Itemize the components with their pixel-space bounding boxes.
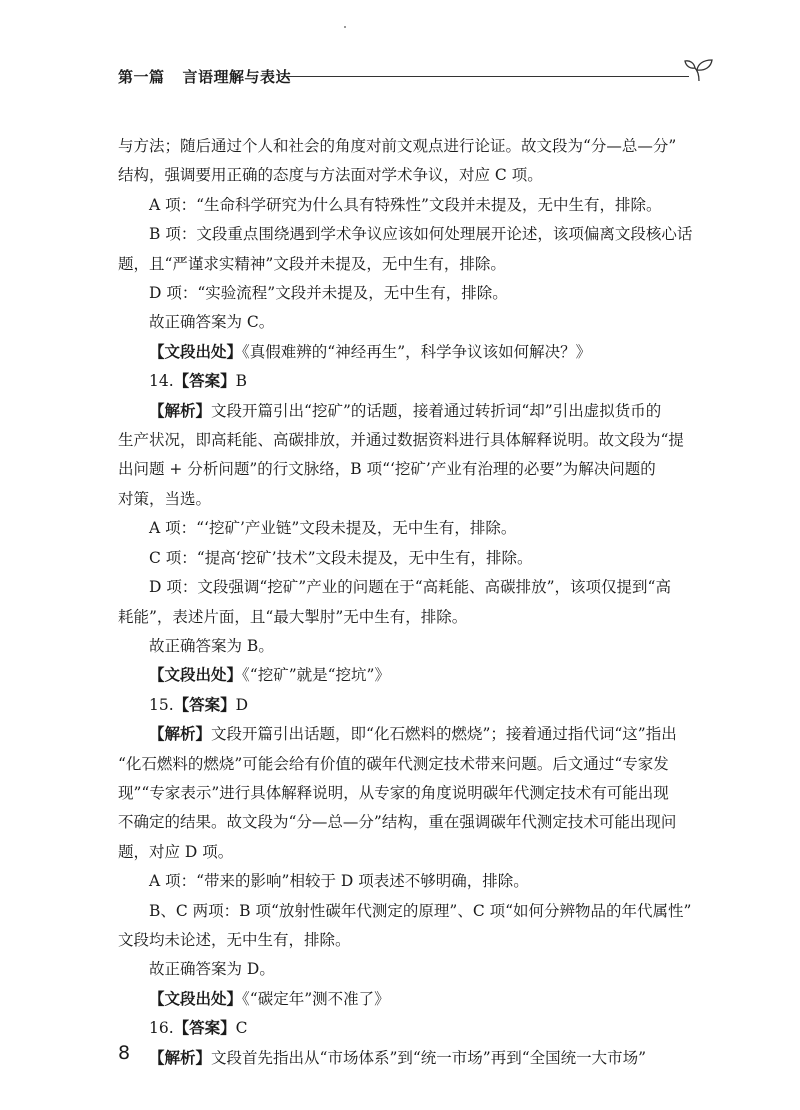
text-line: A 项：“‘挖矿’产业链”文段未提及，无中生有，排除。: [149, 519, 517, 538]
answer-value: C: [235, 1019, 248, 1038]
text-line: 文段开篇引出话题，即“化石燃料的燃烧”；接着通过指代词“这”指出: [211, 725, 677, 744]
paragraph: [118, 750, 702, 868]
source-tag: 【文段出处】: [149, 989, 243, 1008]
paragraph: [118, 926, 702, 955]
question-number: 16.: [149, 1019, 174, 1038]
source-line: [118, 661, 702, 690]
page-body: [118, 132, 702, 1073]
answer-tag: 【答案】: [173, 695, 236, 714]
text-line: 题，且“严谨求实精神”文段并未提及，无中生有，排除。: [118, 254, 506, 273]
page-number: 8: [118, 1042, 131, 1064]
source-title: 《“挖矿”就是“挖坑”》: [242, 666, 390, 685]
paragraph: [118, 867, 702, 896]
paragraph: [118, 897, 702, 926]
text-line: “化石燃料的燃烧”可能会给有价值的碳年代测定技术带来问题。后文通过“专家发: [118, 754, 669, 773]
text-line: A 项：“带来的影响”相较于 D 项表述不够明确，排除。: [149, 872, 529, 891]
header-part: 第一篇: [118, 68, 165, 86]
answer-line: [118, 1014, 702, 1043]
source-line: [118, 338, 702, 367]
text-line: 故正确答案为 C。: [149, 313, 275, 332]
answer-value: D: [235, 695, 249, 714]
text-line: 故正确答案为 D。: [149, 960, 275, 979]
question-number: 15.: [149, 695, 174, 714]
paragraph: [118, 955, 702, 984]
paragraph: [118, 191, 702, 220]
answer-value: B: [235, 372, 248, 391]
text-line: 与方法；随后通过个人和社会的角度对前文观点进行论证。故文段为“分—总—分”: [118, 137, 677, 155]
text-line: B 项：文段重点围绕遇到学术争议应该如何处理展开论述，该项偏离文段核心话: [149, 225, 693, 244]
paragraph: [118, 544, 702, 573]
text-line: 故正确答案为 B。: [149, 636, 274, 655]
paragraph: [118, 632, 702, 661]
text-line: 文段开篇引出“挖矿”的话题，接着通过转折词“却”引出虚拟货币的: [211, 401, 662, 420]
text-line: 题，对应 D 项。: [118, 842, 234, 861]
answer-line: [118, 367, 702, 396]
text-line: 不确定的结果。故文段为“分—总—分”结构，重在强调碳年代测定技术可能出现问: [118, 813, 677, 832]
paragraph: [118, 220, 702, 249]
paragraph: [118, 308, 702, 337]
sprout-icon: [684, 58, 714, 82]
answer-tag: 【答案】: [173, 1019, 236, 1038]
text-line: D 项：文段强调“挖矿”产业的问题在于“高耗能、高碳排放”，该项仅提到“高: [149, 578, 671, 597]
header-rule: [281, 76, 689, 77]
paragraph: [118, 603, 702, 632]
source-tag: 【文段出处】: [149, 666, 243, 685]
paragraph: [118, 279, 702, 308]
text-line: 现”“专家表示”进行具体解释说明，从专家的角度说明碳年代测定技术有可能出现: [118, 783, 669, 802]
scan-dot: [344, 26, 346, 28]
text-line: 对策，当选。: [118, 489, 212, 508]
text-line: B、C 两项：B 项“放射性碳年代测定的原理”、C 项“如何分辨物品的年代属性”: [149, 901, 692, 920]
text-line: 文段均未论述，无中生有，排除。: [118, 930, 351, 949]
source-tag: 【文段出处】: [149, 342, 243, 361]
paragraph: [118, 250, 702, 279]
header-text: [118, 66, 291, 87]
text-line: 耗能”，表述片面，且“最大掣肘”无中生有，排除。: [118, 607, 468, 626]
answer-line: [118, 691, 702, 720]
text-line: D 项：“实验流程”文段并未提及，无中生有，排除。: [149, 284, 508, 303]
header-title: 言语理解与表达: [182, 68, 292, 86]
analysis-line: [118, 397, 702, 426]
analysis-tag: 【解析】: [149, 401, 212, 420]
analysis-line: [118, 1044, 702, 1073]
text-line: A 项：“生命科学研究为什么具有特殊性”文段并未提及，无中生有，排除。: [149, 195, 662, 214]
analysis-line: [118, 720, 702, 749]
paragraph: [118, 514, 702, 543]
text-line: 生产状况，即高耗能、高碳排放，并通过数据资料进行具体解释说明。故文段为“提: [118, 431, 684, 450]
source-line: [118, 985, 702, 1014]
question-number: 14.: [149, 372, 174, 391]
analysis-tag: 【解析】: [149, 725, 212, 744]
running-header: [118, 56, 708, 86]
paragraph: [118, 573, 702, 602]
text-line: 出问题 + 分析问题”的行文脉络，B 项“‘挖矿’产业有治理的必要”为解决问题的: [118, 460, 656, 479]
source-title: 《“碳定年”测不准了》: [242, 989, 390, 1008]
text-line: C 项：“提高‘挖矿’技术”文段未提及，无中生有，排除。: [149, 548, 533, 567]
paragraph: [118, 132, 702, 191]
text-line: 文段首先指出从“市场体系”到“统一市场”再到“全国统一大市场”: [211, 1048, 647, 1067]
text-line: 结构，强调要用正确的态度与方法面对学术争议，对应 C 项。: [118, 166, 543, 185]
source-title: 《真假难辨的“神经再生”，科学争议该如何解决？》: [242, 342, 592, 361]
answer-tag: 【答案】: [173, 372, 236, 391]
paragraph: [118, 426, 702, 514]
analysis-tag: 【解析】: [149, 1048, 212, 1067]
